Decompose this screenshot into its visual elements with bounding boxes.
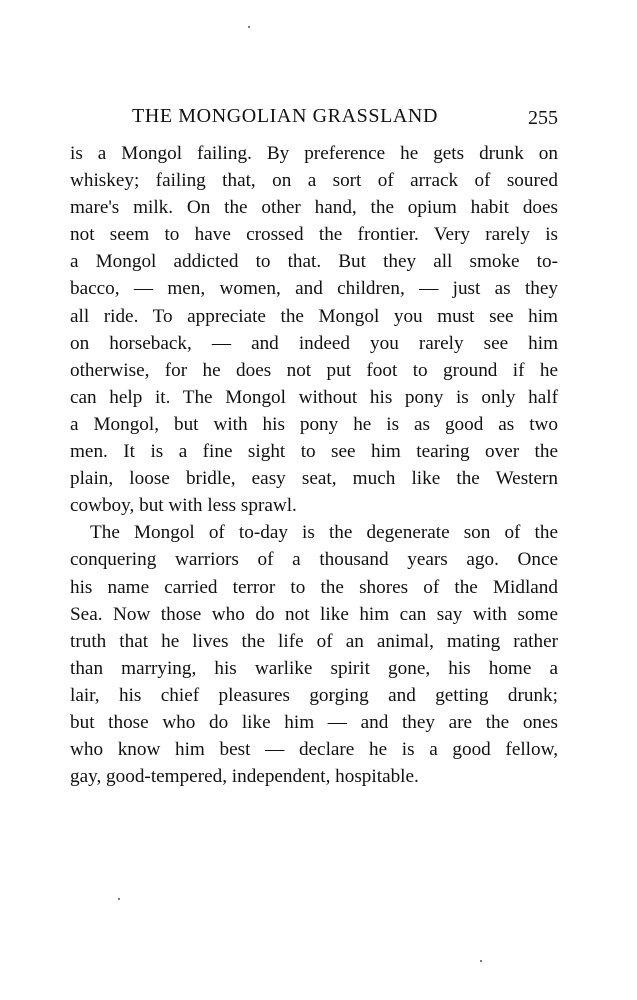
text-line: The Mongol of to-day is the degenerate son of the [90, 522, 558, 544]
text-line: conquering warriors of a thousand years ago. Once [70, 549, 558, 571]
text-line: mare's milk. On the other hand, the opium habit does [70, 197, 558, 219]
scan-speck [118, 898, 120, 900]
text-line: not seem to have crossed the frontier. Very rarely is [70, 224, 558, 246]
paragraph-2 [70, 519, 558, 790]
text-line: Sea. Now those who do not like him can say with some [70, 603, 558, 625]
text-line: whiskey; failing that, on a sort of arrack of soured [70, 170, 558, 192]
text-line: truth that he lives the life of an animal, mating rather [70, 630, 558, 652]
text-line: all ride. To appreciate the Mongol you must see him [70, 305, 558, 327]
text-line: lair, his chief pleasures gorging and getting drunk; [70, 684, 558, 706]
page-number: 255 [528, 107, 558, 129]
text-line: can help it. The Mongol without his pony is only half [70, 386, 558, 408]
running-title: THE MONGOLIAN GRASSLAND [132, 105, 439, 127]
text-line: plain, loose bridle, easy seat, much like the Western [70, 468, 558, 490]
scan-speck [248, 26, 250, 28]
body-text [70, 140, 558, 790]
paragraph-1 [70, 140, 558, 519]
text-line: cowboy, but with less sprawl. [70, 495, 297, 517]
text-line: a Mongol, but with his pony he is as good as two [70, 413, 558, 435]
text-line: otherwise, for he does not put foot to ground if he [70, 359, 558, 381]
text-line: men. It is a fine sight to see him tearing over the [70, 441, 558, 463]
text-line: who know him best — declare he is a good fellow, [70, 739, 558, 761]
text-line: bacco, — men, women, and children, — just as they [70, 278, 558, 300]
running-head [70, 102, 558, 130]
text-line: gay, good-tempered, independent, hospitable. [70, 766, 419, 788]
text-line: than marrying, his warlike spirit gone, his home a [70, 657, 558, 679]
text-line: is a Mongol failing. By preference he gets drunk on [70, 143, 558, 164]
scan-speck [480, 960, 482, 962]
text-line: a Mongol addicted to that. But they all smoke to- [70, 251, 558, 273]
text-line: but those who do like him — and they are the ones [70, 711, 558, 733]
text-line: his name carried terror to the shores of the Midland [70, 576, 558, 598]
text-line: on horseback, — and indeed you rarely see him [70, 332, 558, 354]
